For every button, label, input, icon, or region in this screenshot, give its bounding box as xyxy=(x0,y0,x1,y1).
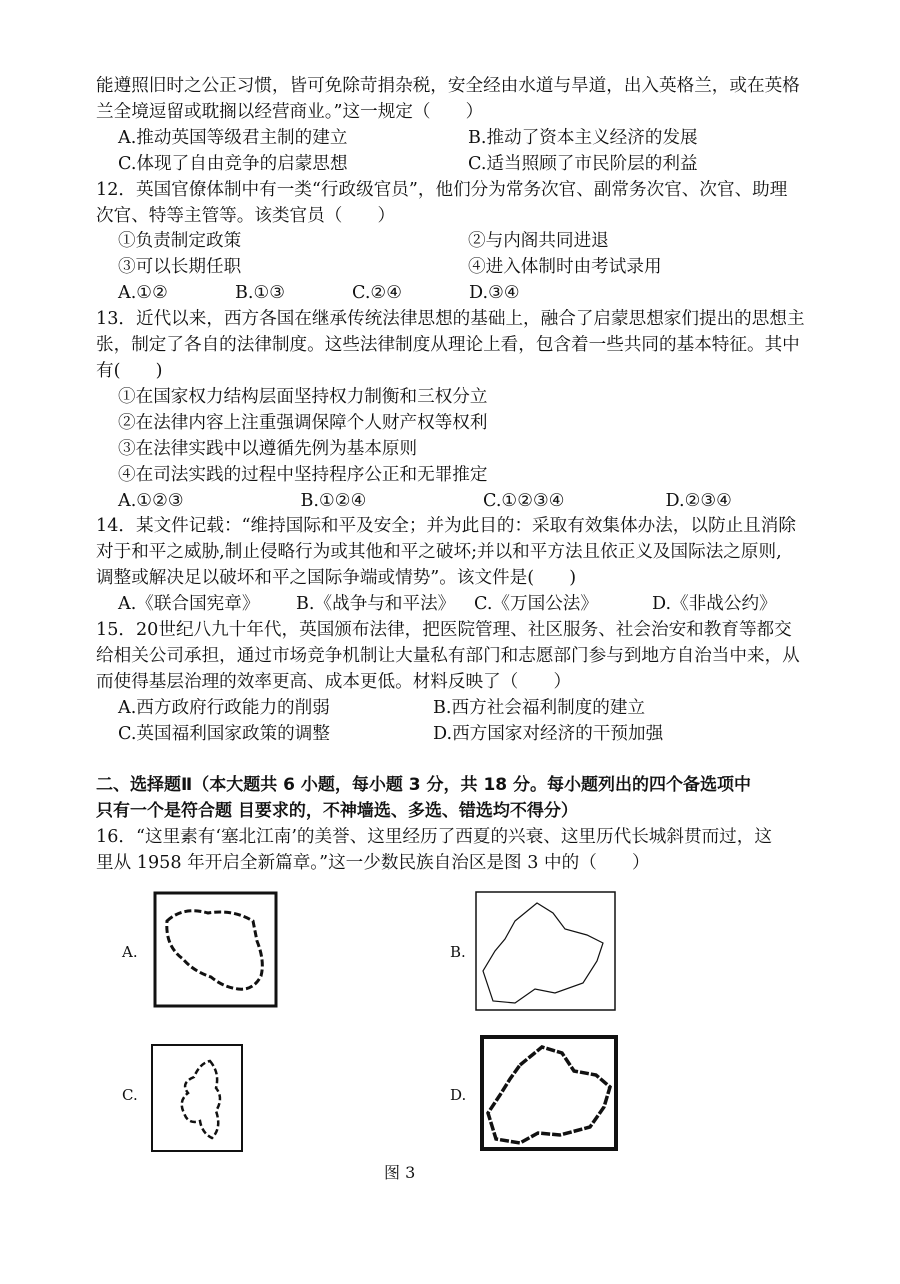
exam-page xyxy=(96,74,848,877)
q13-stem-line: 张，制定了各自的法律制度。这些法律制度从理论上看，包含着一些共同的基本特征。其中 xyxy=(96,335,800,356)
option-c[interactable]: C.②④ xyxy=(352,283,402,304)
option-b[interactable]: B.①②④ xyxy=(300,490,367,511)
figure-caption: 图 3 xyxy=(384,1163,416,1182)
item-1: ①负责制定政策 xyxy=(118,231,242,252)
option-d[interactable]: D.③④ xyxy=(469,283,520,304)
map-label-b[interactable]: B. xyxy=(450,943,466,961)
item-2: ②在法律内容上注重强调保障个人财产权等权利 xyxy=(118,412,488,433)
map-label-d[interactable]: D. xyxy=(450,1086,467,1104)
q15-stem-line: 而使得基层治理的效率更高、成本更低。材料反映了（ ） xyxy=(96,671,572,692)
option-a[interactable]: A.①②③ xyxy=(118,490,184,511)
section-heading: 二、选择题Ⅱ（本大题共 6 小题，每小题 3 分，共 18 分。每小题列出的四个备选项中 xyxy=(96,775,752,796)
option-a[interactable]: A.推动英国等级君主制的建立 xyxy=(118,127,348,148)
q13-stem-line: 13．近代以来，西方各国在继承传统法律思想的基础上，融合了启蒙思想家们提出的思想主 xyxy=(96,309,805,330)
option-b[interactable]: B.西方社会福利制度的建立 xyxy=(433,697,646,718)
q11-options xyxy=(96,126,848,152)
option-c[interactable]: C.①②③④ xyxy=(483,490,565,511)
item-2: ②与内阁共同进退 xyxy=(468,231,609,252)
item-3: ③可以长期任职 xyxy=(118,257,242,278)
map-label-c[interactable]: C. xyxy=(122,1086,138,1104)
option-d[interactable]: D.西方国家对经济的干预加强 xyxy=(433,723,664,744)
q14-stem-line: 对于和平之威胁,制止侵略行为或其他和平之破坏;并以和平方法且依正义及国际法之原则, xyxy=(96,542,782,563)
option-b[interactable]: B.《战争与和平法》 xyxy=(296,594,456,615)
option-b[interactable]: B.推动了资本主义经济的发展 xyxy=(468,127,698,148)
option-b[interactable]: B.①③ xyxy=(235,283,286,304)
map-d-xinjiang-bold-outline[interactable] xyxy=(480,1035,618,1151)
q13-stem-line: 有( ) xyxy=(96,360,163,381)
map-b-xinjiang-outline[interactable] xyxy=(475,891,617,1012)
item-4: ④进入体制时由考试录用 xyxy=(468,257,662,278)
option-d[interactable]: D.②③④ xyxy=(665,490,732,511)
q12-stem-line: 12．英国官僚体制中有一类“行政级官员”，他们分为常务次官、副常务次官、次官、助理 xyxy=(96,179,788,200)
option-a[interactable]: A.西方政府行政能力的削弱 xyxy=(118,697,330,718)
q15-stem-line: 给相关公司承担，通过市场竞争机制让大量私有部门和志愿部门参与到地方自治当中来，从 xyxy=(96,645,800,666)
q14-stem-line: 14．某文件记载：“维持国际和平及安全；并为此目的：采取有效集体办法，以防止且消除 xyxy=(96,516,796,537)
map-c-ningxia-outline[interactable] xyxy=(150,1043,244,1153)
spacer xyxy=(96,748,848,774)
option-c[interactable]: C.《万国公法》 xyxy=(474,594,598,615)
q15-stem-line: 15．20世纪八九十年代，英国颁布法律，把医院管理、社区服务、社会治安和教育等都交 xyxy=(96,620,792,641)
q14-options xyxy=(96,592,848,618)
q16-stem-line: 16．“这里素有‘塞北江南’的美誉、这里经历了西夏的兴衰、这里历代长城斜贯而过，这 xyxy=(96,827,772,848)
option-d[interactable]: C.适当照顾了市民阶层的利益 xyxy=(468,153,698,174)
q12-items xyxy=(96,255,848,281)
q13-options xyxy=(96,489,848,515)
map-label-a[interactable]: A. xyxy=(122,943,138,961)
section-heading: 只有一个是符合题 目要求的，不神墙选、多选、错选均不得分） xyxy=(96,801,578,822)
item-1: ①在国家权力结构层面坚持权力制衡和三权分立 xyxy=(118,386,488,407)
q15-options xyxy=(96,696,848,722)
option-c[interactable]: C.体现了自由竞争的启蒙思想 xyxy=(118,153,348,174)
q14-stem-line: 调整或解决足以破坏和平之国际争端或情势”。该文件是( ) xyxy=(96,568,577,589)
q12-stem-line: 次官、特等主管等。该类官员（ ） xyxy=(96,205,396,226)
q12-items xyxy=(96,229,848,255)
q12-options xyxy=(96,281,848,307)
q11-stem-line: 能遵照旧时之公正习惯，皆可免除苛捐杂税，安全经由水道与旱道，出入英格兰，或在英格 xyxy=(96,76,800,96)
item-3: ③在法律实践中以遵循先例为基本原则 xyxy=(118,438,418,459)
option-a[interactable]: A.①② xyxy=(118,283,168,304)
q11-stem-line: 兰全境逗留或耽搁以经营商业。”这一规定（ ） xyxy=(96,101,484,122)
option-d[interactable]: D.《非战公约》 xyxy=(652,594,777,615)
option-c[interactable]: C.英国福利国家政策的调整 xyxy=(118,723,330,744)
q16-stem-line: 里从 1958 年开启全新篇章。”这一少数民族自治区是图 3 中的（ ） xyxy=(96,853,650,874)
q15-options xyxy=(96,722,848,748)
option-a[interactable]: A.《联合国宪章》 xyxy=(118,594,260,615)
q11-options xyxy=(96,152,848,178)
map-a-tibet-outline[interactable] xyxy=(153,891,278,1008)
item-4: ④在司法实践的过程中坚持程序公正和无罪推定 xyxy=(118,464,488,485)
